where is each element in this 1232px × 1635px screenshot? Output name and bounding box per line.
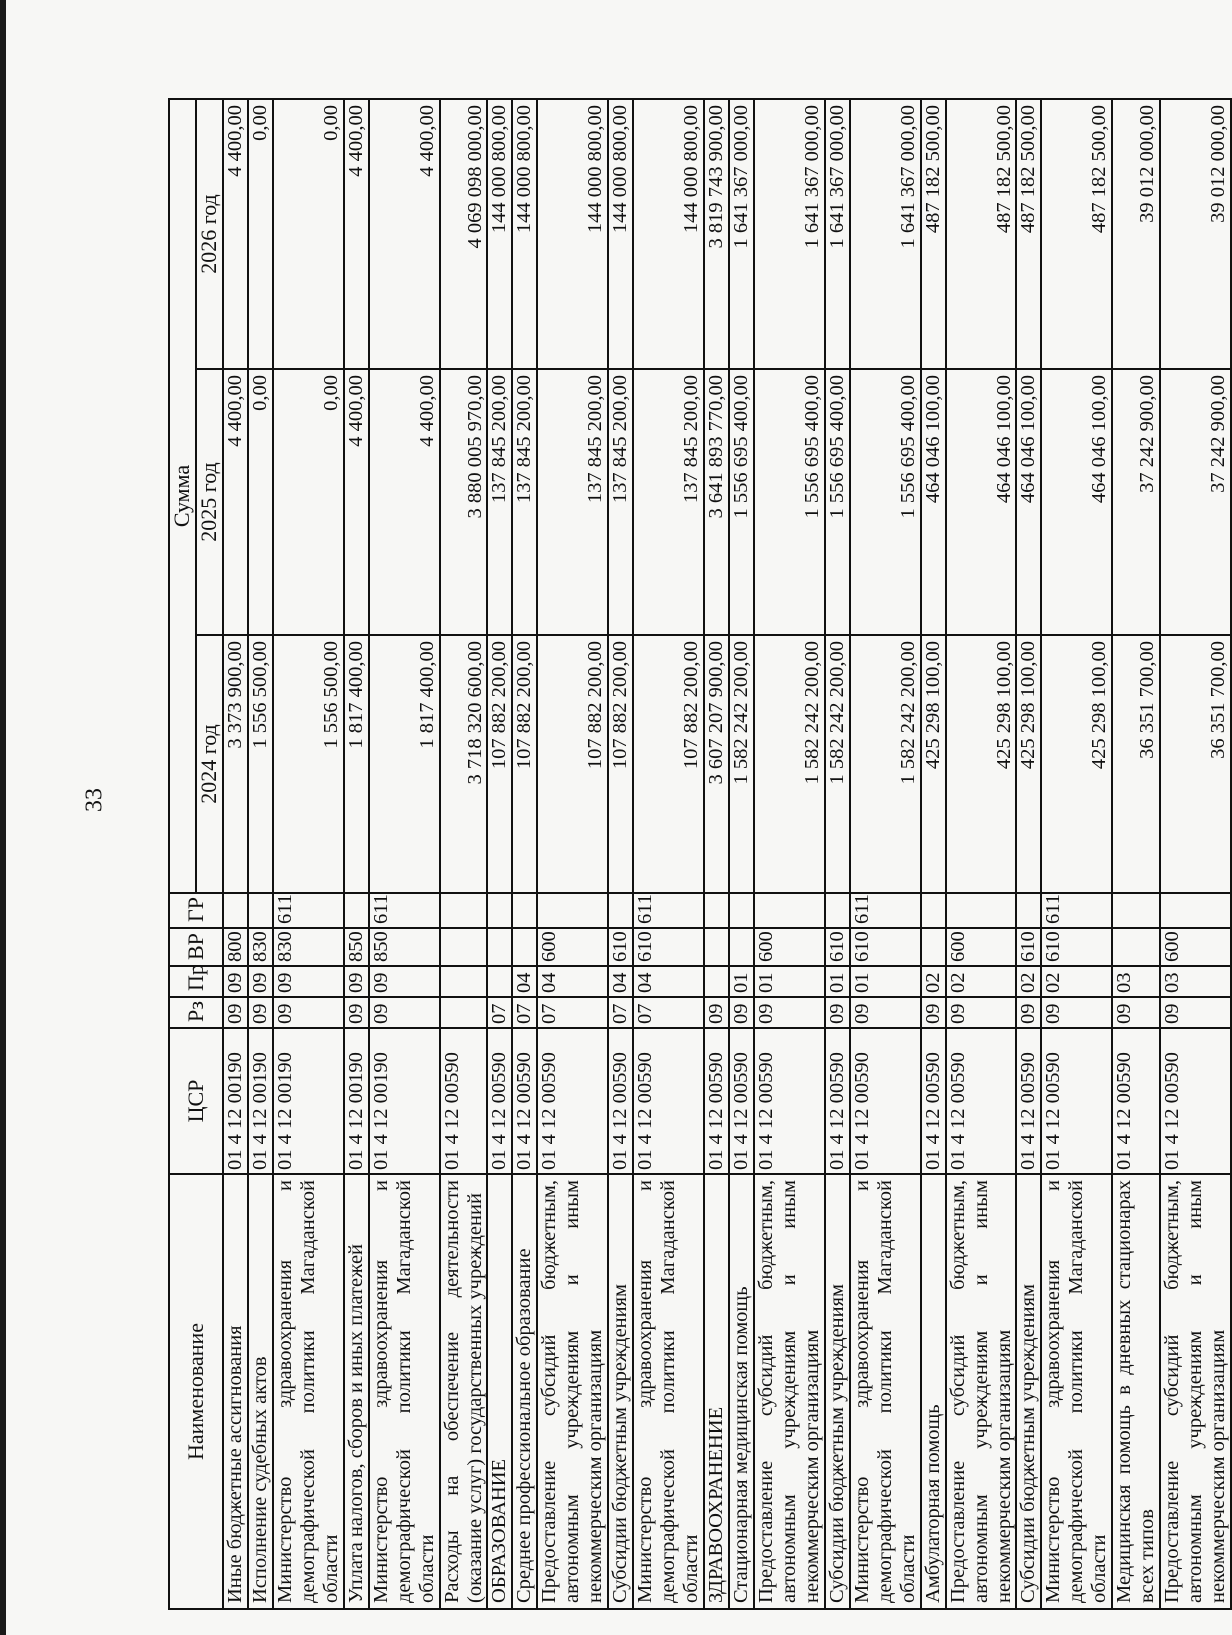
cell-y2024: 3 607 207 900,00 (704, 635, 729, 893)
table-body (223, 99, 1231, 1609)
cell-y2026: 4 400,00 (369, 99, 440, 369)
cell-y2026: 487 182 500,00 (1041, 99, 1112, 369)
cell-y2025: 1 556 695 400,00 (754, 369, 825, 635)
cell-vr (440, 928, 488, 966)
cell-y2024: 107 882 200,00 (537, 635, 608, 893)
cell-y2024: 1 582 242 200,00 (825, 635, 850, 893)
cell-vr: 830 (273, 928, 344, 966)
cell-name: Субсидии бюджетным учреждениям (825, 1174, 850, 1609)
cell-gr (487, 893, 512, 928)
header-pr: Пр (169, 966, 223, 997)
cell-rz: 07 (512, 997, 537, 1028)
cell-rz: 09 (921, 997, 946, 1028)
cell-y2024: 107 882 200,00 (512, 635, 537, 893)
cell-y2025: 464 046 100,00 (1041, 369, 1112, 635)
table-row (440, 99, 488, 1609)
table-row (633, 99, 704, 1609)
cell-vr: 830 (248, 928, 273, 966)
header-year-2025: 2025 год (196, 369, 223, 635)
cell-csr: 01 4 12 00590 (608, 1028, 633, 1174)
cell-pr: 04 (537, 966, 608, 997)
cell-name: Министерство здравоохранения и демографической политики Магаданской области (273, 1174, 344, 1609)
cell-y2024: 425 298 100,00 (946, 635, 1017, 893)
cell-name: Предоставление субсидий бюджетным, автономным учреждениям и иным некоммерческим организациям (754, 1174, 825, 1609)
cell-vr (1112, 928, 1160, 966)
cell-csr: 01 4 12 00190 (369, 1028, 440, 1174)
cell-y2025: 1 556 695 400,00 (850, 369, 921, 635)
cell-gr: 611 (633, 893, 704, 928)
header-rz: Рз (169, 997, 223, 1028)
cell-csr: 01 4 12 00590 (487, 1028, 512, 1174)
cell-vr: 610 (1041, 928, 1112, 966)
header-gr: ГР (169, 893, 223, 928)
cell-name: Министерство здравоохранения и демографической политики Магаданской области (369, 1174, 440, 1609)
cell-csr: 01 4 12 00190 (248, 1028, 273, 1174)
cell-csr: 01 4 12 00590 (1041, 1028, 1112, 1174)
cell-y2025: 0,00 (248, 369, 273, 635)
cell-gr: 611 (273, 893, 344, 928)
cell-y2025: 1 556 695 400,00 (825, 369, 850, 635)
cell-pr: 09 (248, 966, 273, 997)
cell-y2026: 144 000 800,00 (633, 99, 704, 369)
cell-rz: 09 (729, 997, 754, 1028)
table-row (1160, 99, 1231, 1609)
cell-vr: 600 (537, 928, 608, 966)
cell-pr: 03 (1160, 966, 1231, 997)
cell-y2024: 1 817 400,00 (369, 635, 440, 893)
cell-csr: 01 4 12 00590 (512, 1028, 537, 1174)
cell-vr: 800 (223, 928, 248, 966)
cell-name: Среднее профессиональное образование (512, 1174, 537, 1609)
cell-gr (608, 893, 633, 928)
cell-name: Предоставление субсидий бюджетным, автономным учреждениям и иным некоммерческим организациям (1160, 1174, 1231, 1609)
cell-y2025: 464 046 100,00 (946, 369, 1017, 635)
table-row (850, 99, 921, 1609)
cell-y2024: 3 718 320 600,00 (440, 635, 488, 893)
table-row (825, 99, 850, 1609)
cell-rz: 09 (1016, 997, 1041, 1028)
cell-name: Предоставление субсидий бюджетным, автономным учреждениям и иным некоммерческим организациям (537, 1174, 608, 1609)
cell-pr: 01 (754, 966, 825, 997)
cell-csr: 01 4 12 00590 (440, 1028, 488, 1174)
header-csr: ЦСР (169, 1028, 223, 1174)
cell-gr (754, 893, 825, 928)
cell-name: ЗДРАВООХРАНЕНИЕ (704, 1174, 729, 1609)
header-year-2026: 2026 год (196, 99, 223, 369)
cell-y2025: 3 641 893 770,00 (704, 369, 729, 635)
cell-rz: 09 (946, 997, 1017, 1028)
cell-y2026: 1 641 367 000,00 (825, 99, 850, 369)
table-row (223, 99, 248, 1609)
cell-name: Стационарная медицинская помощь (729, 1174, 754, 1609)
cell-y2024: 3 373 900,00 (223, 635, 248, 893)
table-row (537, 99, 608, 1609)
cell-y2026: 1 641 367 000,00 (850, 99, 921, 369)
cell-pr: 02 (1016, 966, 1041, 997)
cell-vr: 850 (369, 928, 440, 966)
cell-vr: 600 (946, 928, 1017, 966)
cell-vr: 610 (633, 928, 704, 966)
cell-name: ОБРАЗОВАНИЕ (487, 1174, 512, 1609)
cell-vr: 850 (344, 928, 369, 966)
cell-pr: 03 (1112, 966, 1160, 997)
cell-y2024: 425 298 100,00 (1016, 635, 1041, 893)
cell-y2026: 39 012 000,00 (1112, 99, 1160, 369)
cell-y2025: 37 242 900,00 (1160, 369, 1231, 635)
table-row (1016, 99, 1041, 1609)
cell-y2024: 1 556 500,00 (273, 635, 344, 893)
cell-y2025: 464 046 100,00 (921, 369, 946, 635)
cell-y2025: 4 400,00 (369, 369, 440, 635)
table-row (704, 99, 729, 1609)
cell-csr: 01 4 12 00590 (754, 1028, 825, 1174)
cell-csr: 01 4 12 00590 (729, 1028, 754, 1174)
cell-name: Министерство здравоохранения и демографической политики Магаданской области (1041, 1174, 1112, 1609)
cell-y2026: 487 182 500,00 (921, 99, 946, 369)
cell-y2025: 137 845 200,00 (512, 369, 537, 635)
cell-vr: 600 (1160, 928, 1231, 966)
cell-pr: 09 (223, 966, 248, 997)
cell-name: Медицинская помощь в дневных стационарах всех типов (1112, 1174, 1160, 1609)
header-sum: Сумма (169, 99, 196, 893)
cell-rz: 09 (273, 997, 344, 1028)
table-row (946, 99, 1017, 1609)
cell-csr: 01 4 12 00590 (921, 1028, 946, 1174)
cell-y2026: 39 012 000,00 (1160, 99, 1231, 369)
cell-pr: 01 (850, 966, 921, 997)
cell-rz (440, 997, 488, 1028)
cell-y2026: 4 069 098 000,00 (440, 99, 488, 369)
cell-y2024: 107 882 200,00 (608, 635, 633, 893)
cell-gr (344, 893, 369, 928)
cell-vr: 610 (1016, 928, 1041, 966)
cell-pr: 09 (273, 966, 344, 997)
cell-gr (1016, 893, 1041, 928)
cell-pr (440, 966, 488, 997)
cell-vr: 610 (608, 928, 633, 966)
cell-vr (512, 928, 537, 966)
cell-gr: 611 (850, 893, 921, 928)
table-row (512, 99, 537, 1609)
cell-csr: 01 4 12 00190 (273, 1028, 344, 1174)
table-row (248, 99, 273, 1609)
cell-rz: 09 (754, 997, 825, 1028)
cell-gr (729, 893, 754, 928)
cell-y2024: 107 882 200,00 (633, 635, 704, 893)
table-row (608, 99, 633, 1609)
cell-csr: 01 4 12 00590 (1160, 1028, 1231, 1174)
cell-y2026: 487 182 500,00 (1016, 99, 1041, 369)
cell-name: Расходы на обеспечение деятельности (оказание услуг) государственных учреждений (440, 1174, 488, 1609)
cell-gr (946, 893, 1017, 928)
table-row (754, 99, 825, 1609)
cell-rz: 07 (633, 997, 704, 1028)
cell-y2026: 3 819 743 900,00 (704, 99, 729, 369)
cell-gr (537, 893, 608, 928)
cell-y2026: 144 000 800,00 (608, 99, 633, 369)
cell-csr: 01 4 12 00590 (633, 1028, 704, 1174)
cell-csr: 01 4 12 00590 (537, 1028, 608, 1174)
cell-y2026: 1 641 367 000,00 (754, 99, 825, 369)
cell-gr (704, 893, 729, 928)
header-vr: ВР (169, 928, 223, 966)
cell-name: Предоставление субсидий бюджетным, автономным учреждениям и иным некоммерческим организациям (946, 1174, 1017, 1609)
cell-pr: 02 (946, 966, 1017, 997)
cell-y2024: 1 556 500,00 (248, 635, 273, 893)
cell-rz: 07 (537, 997, 608, 1028)
cell-gr (440, 893, 488, 928)
cell-csr: 01 4 12 00590 (850, 1028, 921, 1174)
cell-pr: 02 (921, 966, 946, 997)
cell-csr: 01 4 12 00590 (946, 1028, 1017, 1174)
cell-name: Амбулаторная помощь (921, 1174, 946, 1609)
cell-y2026: 4 400,00 (223, 99, 248, 369)
cell-name: Исполнение судебных актов (248, 1174, 273, 1609)
cell-y2024: 425 298 100,00 (921, 635, 946, 893)
cell-gr (248, 893, 273, 928)
cell-y2025: 464 046 100,00 (1016, 369, 1041, 635)
rotated-document (168, 100, 1230, 1610)
cell-pr: 04 (608, 966, 633, 997)
cell-y2026: 0,00 (248, 99, 273, 369)
cell-pr: 09 (344, 966, 369, 997)
table-row (273, 99, 344, 1609)
cell-name: Субсидии бюджетным учреждениям (608, 1174, 633, 1609)
cell-y2025: 137 845 200,00 (487, 369, 512, 635)
cell-rz: 09 (1160, 997, 1231, 1028)
cell-y2025: 3 880 005 970,00 (440, 369, 488, 635)
cell-y2024: 425 298 100,00 (1041, 635, 1112, 893)
cell-y2024: 1 582 242 200,00 (729, 635, 754, 893)
cell-name: Министерство здравоохранения и демографической политики Магаданской области (633, 1174, 704, 1609)
cell-vr (729, 928, 754, 966)
cell-pr (704, 966, 729, 997)
cell-rz: 09 (850, 997, 921, 1028)
page-number: 33 (81, 788, 108, 812)
cell-vr: 610 (825, 928, 850, 966)
cell-rz: 09 (1112, 997, 1160, 1028)
cell-pr: 04 (512, 966, 537, 997)
cell-rz: 07 (487, 997, 512, 1028)
cell-csr: 01 4 12 00590 (704, 1028, 729, 1174)
header-name: Наименование (169, 1174, 223, 1609)
cell-vr (487, 928, 512, 966)
cell-gr (921, 893, 946, 928)
cell-y2025: 4 400,00 (344, 369, 369, 635)
cell-pr: 01 (729, 966, 754, 997)
cell-gr (512, 893, 537, 928)
cell-gr (1112, 893, 1160, 928)
cell-rz: 09 (704, 997, 729, 1028)
cell-y2025: 1 556 695 400,00 (729, 369, 754, 635)
cell-y2026: 487 182 500,00 (946, 99, 1017, 369)
cell-gr: 611 (1041, 893, 1112, 928)
cell-y2024: 36 351 700,00 (1112, 635, 1160, 893)
cell-rz: 09 (1041, 997, 1112, 1028)
table-row (1112, 99, 1160, 1609)
header-year-2024: 2024 год (196, 635, 223, 893)
cell-name: Министерство здравоохранения и демографической политики Магаданской области (850, 1174, 921, 1609)
cell-y2025: 0,00 (273, 369, 344, 635)
cell-pr: 09 (369, 966, 440, 997)
cell-y2025: 137 845 200,00 (633, 369, 704, 635)
cell-y2024: 36 351 700,00 (1160, 635, 1231, 893)
cell-y2026: 0,00 (273, 99, 344, 369)
cell-y2025: 137 845 200,00 (608, 369, 633, 635)
cell-gr: 611 (369, 893, 440, 928)
table-row (487, 99, 512, 1609)
cell-rz: 09 (344, 997, 369, 1028)
cell-vr (921, 928, 946, 966)
cell-y2026: 1 641 367 000,00 (729, 99, 754, 369)
cell-y2026: 144 000 800,00 (512, 99, 537, 369)
cell-y2025: 4 400,00 (223, 369, 248, 635)
cell-pr (487, 966, 512, 997)
cell-csr: 01 4 12 00590 (825, 1028, 850, 1174)
cell-y2024: 1 817 400,00 (344, 635, 369, 893)
table-row (369, 99, 440, 1609)
cell-gr (223, 893, 248, 928)
cell-csr: 01 4 12 00190 (344, 1028, 369, 1174)
cell-rz: 07 (608, 997, 633, 1028)
cell-y2024: 1 582 242 200,00 (754, 635, 825, 893)
cell-pr: 02 (1041, 966, 1112, 997)
cell-rz: 09 (369, 997, 440, 1028)
cell-name: Иные бюджетные ассигнования (223, 1174, 248, 1609)
cell-rz: 09 (248, 997, 273, 1028)
cell-vr (704, 928, 729, 966)
cell-name: Субсидии бюджетным учреждениям (1016, 1174, 1041, 1609)
cell-csr: 01 4 12 00190 (223, 1028, 248, 1174)
cell-y2024: 107 882 200,00 (487, 635, 512, 893)
page-edge-border (0, 0, 6, 1635)
cell-pr: 04 (633, 966, 704, 997)
cell-y2026: 144 000 800,00 (487, 99, 512, 369)
cell-gr (825, 893, 850, 928)
table-row (344, 99, 369, 1609)
cell-gr (1160, 893, 1231, 928)
cell-rz: 09 (223, 997, 248, 1028)
cell-name: Уплата налогов, сборов и иных платежей (344, 1174, 369, 1609)
table-row (921, 99, 946, 1609)
cell-y2025: 37 242 900,00 (1112, 369, 1160, 635)
cell-rz: 09 (825, 997, 850, 1028)
table-row (1041, 99, 1112, 1609)
cell-csr: 01 4 12 00590 (1016, 1028, 1041, 1174)
cell-y2024: 1 582 242 200,00 (850, 635, 921, 893)
cell-y2026: 4 400,00 (344, 99, 369, 369)
cell-csr: 01 4 12 00590 (1112, 1028, 1160, 1174)
cell-vr: 600 (754, 928, 825, 966)
cell-pr: 01 (825, 966, 850, 997)
budget-table (168, 98, 1232, 1610)
cell-y2025: 137 845 200,00 (537, 369, 608, 635)
cell-y2026: 144 000 800,00 (537, 99, 608, 369)
table-row (729, 99, 754, 1609)
cell-vr: 610 (850, 928, 921, 966)
